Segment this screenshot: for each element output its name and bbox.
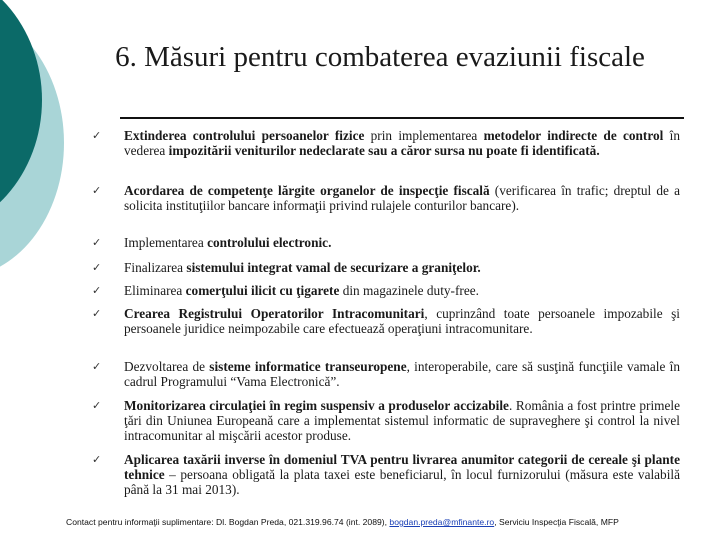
check-mark-icon: ✓ — [92, 129, 102, 142]
list-item-text: Eliminarea comerţului ilicit cu ţigarete din magazinele duty-free. — [124, 283, 479, 298]
title-divider — [120, 117, 684, 119]
list-item-text: Crearea Registrului Operatorilor Intracomunitari, cuprinzând toate persoanele impozabile şi persoanele juridice neimpozabile care efectuează operaţiuni intracomunitare. — [124, 306, 681, 337]
check-mark-icon: ✓ — [92, 236, 102, 249]
check-mark-icon: ✓ — [92, 184, 102, 197]
check-mark-icon: ✓ — [92, 453, 102, 466]
list-item-text: Acordarea de competenţe lărgite organelor de inspecţie fiscală (verificarea în trafic; dreptul de a solicita instituţiilor bancare informaţii privind rulajele conturilor bancare). — [124, 183, 680, 214]
list-item — [92, 183, 680, 213]
check-mark-icon: ✓ — [92, 307, 102, 320]
footer-suffix: , Serviciu Inspecţia Fiscală, MFP — [494, 517, 619, 527]
check-mark-icon: ✓ — [92, 261, 102, 274]
list-item — [92, 128, 680, 158]
list-item — [92, 283, 680, 298]
list-item — [92, 359, 680, 389]
list-item — [92, 306, 680, 336]
contact-email-link[interactable]: bogdan.preda@mfinante.ro — [389, 517, 495, 527]
check-mark-icon: ✓ — [92, 399, 102, 412]
page-title: 6. Măsuri pentru combaterea evaziunii fiscale — [115, 41, 645, 73]
list-item-text: Monitorizarea circulaţiei în regim suspensiv a produselor accizabile. România a fost printre primele ţări din Uniunea Europeană care a implementat sistemul informatic de supraveghere şi control la nivel intracomunitar al mişcării acestor produse. — [124, 398, 680, 444]
check-mark-icon: ✓ — [92, 284, 102, 297]
list-item-text: Extinderea controlului persoanelor fizice prin implementarea metodelor indirecte de control în vederea impozitării veniturilor nedeclarate sau a căror sursa nu poate fi identificată. — [124, 128, 680, 159]
list-item — [92, 235, 680, 250]
list-item-text: Aplicarea taxării inverse în domeniul TVA pentru livrarea anumitor categorii de cereale şi plante tehnice – persoana obligată la plata taxei este beneficiarul, în locul furnizorului (măsura este valabilă până la 31 mai 2013). — [124, 452, 680, 498]
list-item — [92, 260, 680, 275]
list-item — [92, 452, 680, 498]
list-item-text: Finalizarea sistemului integrat vamal de securizare a graniţelor. — [124, 260, 481, 275]
list-item-text: Implementarea controlului electronic. — [124, 235, 332, 250]
footer-contact — [66, 517, 716, 527]
list-item — [92, 398, 680, 444]
check-mark-icon: ✓ — [92, 360, 102, 373]
list-item-text: Dezvoltarea de sisteme informatice transeuropene, interoperabile, care să susţină funcţiile vamale în cadrul Programului “Vama Electronică”. — [124, 359, 680, 390]
footer-text: Contact pentru informaţii suplimentare: Dl. Bogdan Preda, 021.319.96.74 (int. 2089), — [66, 517, 390, 527]
